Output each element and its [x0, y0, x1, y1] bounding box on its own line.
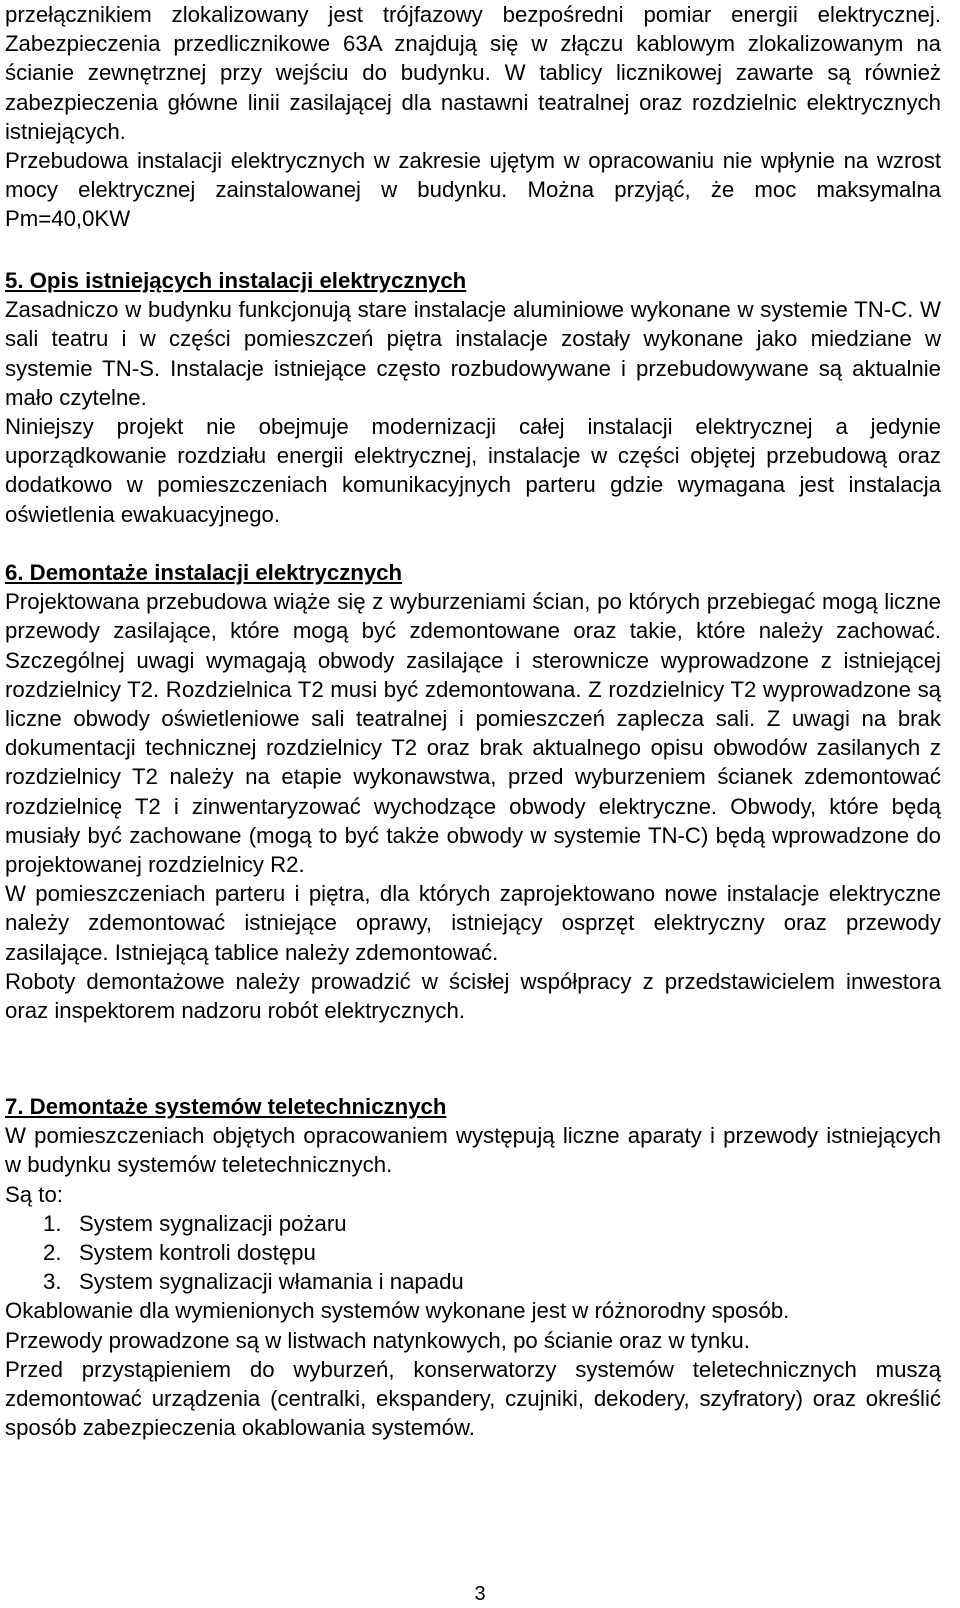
list-item-number: 3.: [43, 1269, 62, 1295]
section-5-heading: 5. Opis istniejących instalacji elektrycznych: [5, 268, 467, 293]
intro-section: [5, 0, 941, 234]
section-6: [5, 558, 941, 1025]
list-item-text: System sygnalizacji pożaru: [79, 1210, 347, 1236]
section-5-paragraph-1: Zasadniczo w budynku funkcjonują stare instalacje aluminiowe wykonane w systemie TN-C. W sali teatru i w części pomieszczeń piętra instalacje zostały wykonane jako miedziane w systemie TN-S. Instalacje istniejące często rozbudowywane i przebudowywane są aktualnie mało czytelne.: [5, 297, 941, 410]
section-7-heading: 7. Demontaże systemów teletechnicznych: [5, 1094, 447, 1119]
section-6-paragraph-3: Roboty demontażowe należy prowadzić w ścisłej współpracy z przedstawicielem inwestora oraz inspektorem nadzoru robót elektrycznych.: [5, 968, 941, 1024]
page-number: 3: [474, 1583, 486, 1605]
section-6-paragraph-1: Projektowana przebudowa wiąże się z wyburzeniami ścian, po których przebiegać mogą liczne przewody zasilające, które mogą być zdemontowane oraz takie, które należy zachować. Szczególnej uwagi wymagają obwody zasilające i sterownicze wyprowadzone z istniejącej rozdzielnicy T2. Rozdzielnica T2 musi być zdemontowana. Z rozdzielnicy T2 wyprowadzone są liczne obwody oświetleniowe sali teatralnej i pomieszczeń zaplecza sali. Z uwagi na brak dokumentacji technicznej rozdzielnicy T2 oraz brak aktualnego opisu obwodów zasilanych z rozdzielnicy T2 należy na etapie wykonawstwa, przed wyburzeniem ścianek zdemontować rozdzielnicę T2 i zinwentaryzować wychodzące obwody elektryczne. Obwody, które będą musiały być zachowane (mogą to być także obwody w systemie TN-C) będą wprowadzone do projektowanej rozdzielnicy R2.: [5, 589, 941, 878]
section-5: [5, 266, 941, 529]
list-item-text: System sygnalizacji włamania i napadu: [79, 1269, 464, 1295]
section-7-intro: W pomieszczeniach objętych opracowaniem występują liczne aparaty i przewody istniejących w budynku systemów teletechnicznych.: [5, 1123, 941, 1178]
section-7-paragraph-2: Przewody prowadzone są w listwach natynkowych, po ścianie oraz w tynku.: [5, 1327, 750, 1353]
intro-paragraph-2: Przebudowa instalacji elektrycznych w zakresie ujętym w opracowaniu nie wpłynie na wzrost mocy elektrycznej zainstalowanej w budynku. Można przyjąć, że moc maksymalna Pm=40,0KW: [5, 148, 941, 232]
list-item-number: 1.: [43, 1210, 62, 1236]
section-7-list-label: Są to:: [5, 1181, 63, 1207]
section-5-paragraph-2: Niniejszy projekt nie obejmuje modernizacji całej instalacji elektrycznej a jedynie uporządkowanie rozdziału energii elektrycznej, instalacje w części objętej przebudową oraz dodatkowo w pomieszczeniach komunikacyjnych parteru gdzie wymagana jest instalacja oświetlenia ewakuacyjnego.: [5, 414, 941, 527]
list-item: [5, 1209, 941, 1238]
list-item: [5, 1267, 941, 1296]
section-6-heading: 6. Demontaże instalacji elektrycznych: [5, 560, 403, 585]
intro-paragraph-1: przełącznikiem zlokalizowany jest trójfazowy bezpośredni pomiar energii elektrycznej. Zabezpieczenia przedlicznikowe 63A znajdują się w złączu kablowym zlokalizowanym na ścianie zewnętrznej przy wejściu do budynku. W tablicy licznikowej zawarte są również zabezpieczenia główne linii zasilającej dla nastawni teatralnej oraz rozdzielnic elektrycznych istniejących.: [5, 2, 941, 144]
section-6-paragraph-2: W pomieszczeniach parteru i piętra, dla których zaprojektowano nowe instalacje elektryczne należy zdemontować istniejące oprawy, istniejący osprzęt elektryczny oraz przewody zasilające. Istniejącą tablice należy zdemontować.: [5, 881, 941, 965]
systems-list: [5, 1209, 941, 1297]
section-7: [5, 1092, 941, 1442]
list-item-number: 2.: [43, 1240, 62, 1266]
section-7-paragraph-3: Przed przystąpieniem do wyburzeń, konserwatorzy systemów teletechnicznych muszą zdemontować urządzenia (centralki, ekspandery, czujniki, dekodery, szyfratory) oraz określić sposób zabezpieczenia okablowania systemów.: [5, 1356, 941, 1441]
list-item-text: System kontroli dostępu: [79, 1240, 316, 1266]
list-item: [5, 1238, 941, 1267]
section-7-paragraph-1: Okablowanie dla wymienionych systemów wykonane jest w różnorodny sposób.: [5, 1298, 790, 1324]
